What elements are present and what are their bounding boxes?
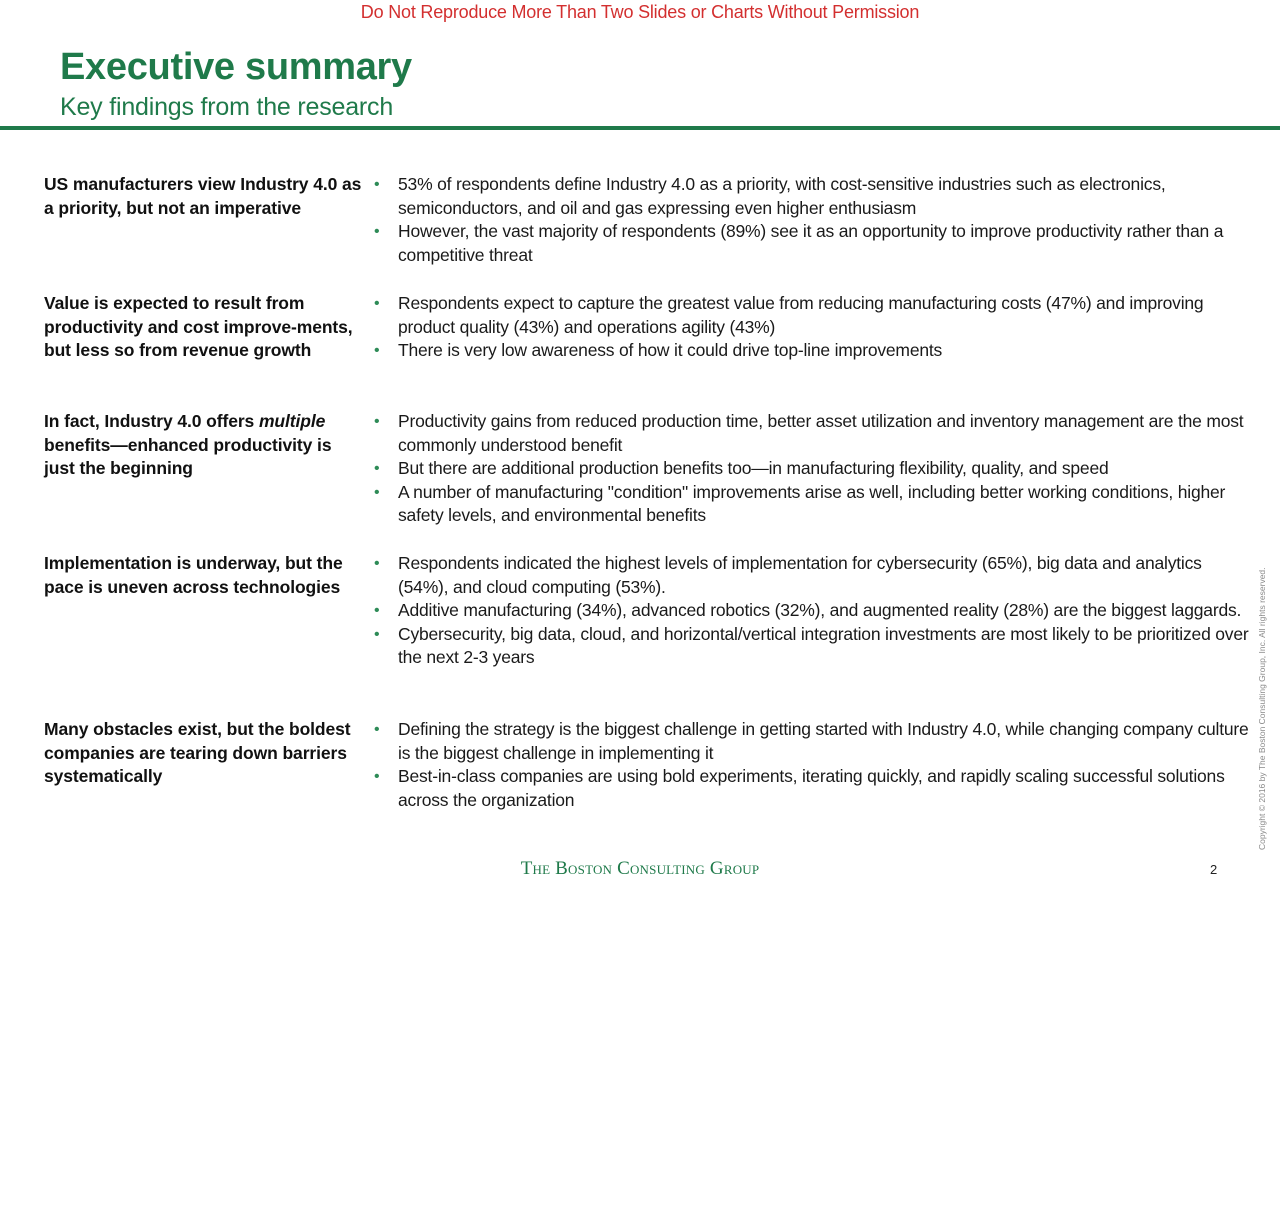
emphasis-text: multiple <box>258 411 326 431</box>
finding-bullets <box>374 292 1254 363</box>
bullet-icon: • <box>374 768 380 785</box>
finding-bullets <box>374 718 1254 812</box>
bullet-icon: • <box>374 413 380 430</box>
header-divider <box>0 126 1280 130</box>
bullet-item: • Cybersecurity, big data, cloud, and horizontal/vertical integration investments are most likely to be prioritized over the next 2-3 years <box>374 623 1249 667</box>
finding-title: Many obstacles exist, but the boldest companies are tearing down barriers systematically <box>44 719 351 786</box>
bullet-item: • However, the vast majority of respondents (89%) see it as an opportunity to improve productivity rather than a competitive threat <box>374 221 1224 265</box>
finding-title: In fact, Industry 4.0 offers multiple benefits—enhanced productivity is just the beginning <box>44 411 332 478</box>
bullet-icon: • <box>374 721 380 738</box>
bcg-logo: The Boston Consulting Group <box>520 858 760 879</box>
bullet-icon: • <box>374 342 380 359</box>
bullet-item: • A number of manufacturing "condition" improvements arise as well, including better working conditions, higher safety levels, and environmental benefits <box>374 481 1226 525</box>
page-subtitle: Key findings from the research <box>60 93 394 121</box>
bullet-icon: • <box>374 625 380 643</box>
page-title: Executive summary <box>60 46 412 88</box>
bullet-item: • Additive manufacturing (34%), advanced robotics (32%), and augmented reality (28%) are the biggest laggards. <box>374 599 1254 623</box>
copyright-text: Copyright © 2016 by The Boston Consulting Group, Inc. All rights reserved. <box>1257 567 1267 850</box>
bullet-item: • Best-in-class companies are using bold experiments, iterating quickly, and rapidly scaling successful solutions across the organization <box>374 766 1225 810</box>
bullet-icon: • <box>374 460 380 477</box>
bullet-icon: • <box>374 602 380 619</box>
bullet-icon: • <box>374 295 380 312</box>
bullet-icon: • <box>374 483 380 501</box>
bullet-icon: • <box>374 223 380 240</box>
bullet-item: • Respondents expect to capture the greatest value from reducing manufacturing costs (47%) and improving product quality (43%) and operations agility (43%) <box>374 293 1204 337</box>
finding-title: Implementation is underway, but the pace is uneven across technologies <box>44 553 343 597</box>
bullet-item: • Respondents indicated the highest levels of implementation for cybersecurity (65%), big data and analytics (54%), and cloud computing (53%). <box>374 553 1202 597</box>
reproduction-warning: Do Not Reproduce More Than Two Slides or Charts Without Permission <box>360 2 920 22</box>
copyright-notice <box>1257 567 1267 1230</box>
finding-bullets <box>374 410 1254 528</box>
finding-bullets <box>374 552 1254 670</box>
bullet-item: • 53% of respondents define Industry 4.0 as a priority, with cost-sensitive industries such as electronics, semiconductors, and oil and gas expressing even higher enthusiasm <box>374 174 1166 218</box>
finding-title: US manufacturers view Industry 4.0 as a priority, but not an imperative <box>44 174 362 218</box>
bullet-icon: • <box>374 555 380 572</box>
bullet-item: • Defining the strategy is the biggest challenge in getting started with Industry 4.0, while changing company culture is the biggest challenge in implementing it <box>374 719 1249 763</box>
finding-bullets <box>374 173 1254 267</box>
bullet-item: • Productivity gains from reduced production time, better asset utilization and inventory management are the most commonly understood benefit <box>374 411 1244 455</box>
bullet-item: • But there are additional production benefits too—in manufacturing flexibility, quality, and speed <box>374 457 1254 481</box>
bullet-item: • There is very low awareness of how it could drive top-line improvements <box>374 339 1254 363</box>
bullet-icon: • <box>374 176 380 193</box>
page-number: 2 <box>1210 862 1218 877</box>
finding-title: Value is expected to result from productivity and cost improve-ments, but less so from revenue growth <box>44 293 353 360</box>
